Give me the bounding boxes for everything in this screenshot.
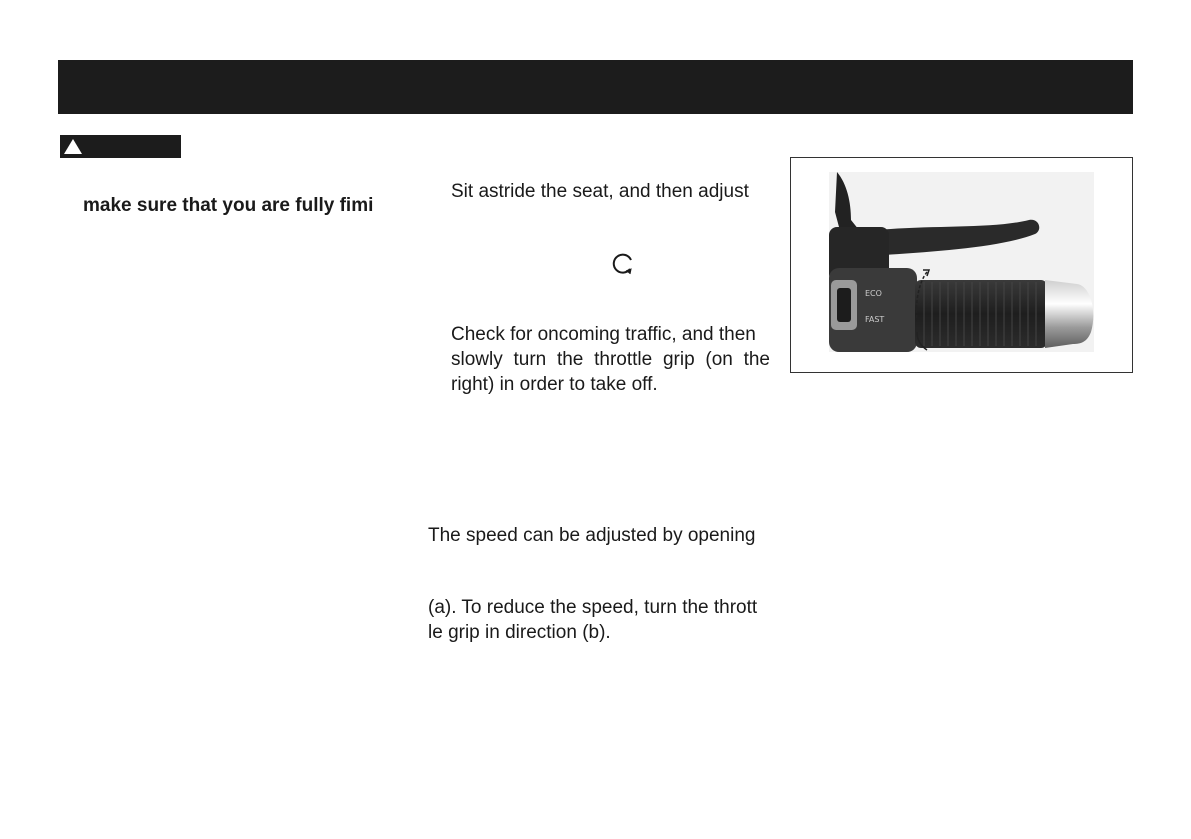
rotate-arrow-icon	[610, 250, 636, 276]
speed-text	[428, 595, 757, 645]
step2-line: right) in order to take off.	[451, 374, 658, 395]
warning-text: make sure that you are fully fimi	[83, 195, 374, 216]
warning-triangle-icon	[64, 139, 82, 154]
throttle-figure	[790, 157, 1133, 373]
section-header-bar	[58, 60, 1133, 114]
step2-text	[451, 322, 770, 397]
step1-text: Sit astride the seat, and then adjust	[451, 181, 749, 202]
mode-label-eco: ECO	[865, 289, 882, 298]
step2-line: slowly turn the throttle grip (on the	[451, 349, 770, 370]
step2-line: Check for oncoming traffic, and then	[451, 324, 756, 345]
speed-line: le grip in direction (b).	[428, 622, 611, 643]
speed-text-line1: The speed can be adjusted by opening	[428, 525, 756, 546]
warning-label	[60, 135, 181, 158]
throttle-grip-photo	[829, 172, 1094, 352]
speed-line: (a). To reduce the speed, turn the thrott	[428, 597, 758, 618]
mode-label-fast: FAST	[865, 315, 885, 324]
